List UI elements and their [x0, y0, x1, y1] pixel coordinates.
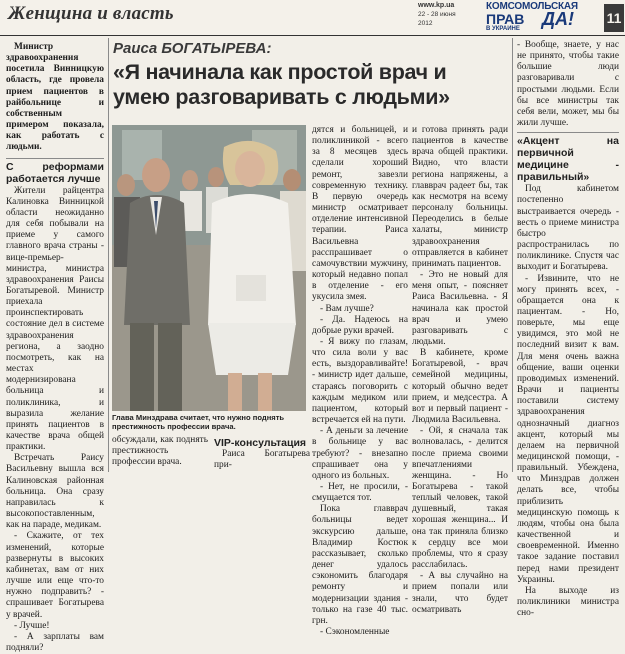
paragraph: Жители райцентра Калиновка Винницкой области неожиданно для себя побывали на приеме у самого главного врача страны - вице-премьер-министра, министра здравоохранения Раисы Богатыревой. Министр приехала проинспектировать состояние дел в системе здравоохранения региона, а заодно посмотреть, как на местах модернизирована больница и поликлиника, и выразила желание принять пациентов в качестве врача общей практики. — [6, 185, 104, 453]
paragraph: - Ой, я сначала так волновалась, - делится после приема своими впечатлениями женщина. - Но Богатырева - такой теплый человек, такой душевный, такая хорошая женщина... И она так приняла близко к сердцу все мои проблемы, что я сразу расслабилась. — [412, 426, 508, 571]
article-photo — [112, 125, 306, 411]
column-2-tail — [112, 435, 208, 471]
paragraph: Встречать Раису Васильевну вышла вся Калиновская районная больница. Она сразу направилась к высокопоставленным, как на параде, медикам. — [6, 453, 104, 531]
brand-da: ДА! — [542, 9, 574, 29]
paragraph: - Это не новый для меня опыт, - поясняет Раиса Васильевна. - Я начинала как простой врач и умею разговаривать с людьми. — [412, 270, 508, 347]
section-rubric: Женщина и власть — [8, 3, 174, 24]
paragraph: - Извините, что не могу принять всех, - обращается она к пациентам. - Но, поверьте, мы еще увидимся, это мой не последний визит к вам. Для меня очень важна общение, ваши оценки проводимых изменений. Врачи и пациенты поставили систему здравоохранения однозначный диагноз акцент, который мы делаем на первичной медицинской помощи, - правильный. Убеждена, что Минздрав должен делать все, чтобы приблизить медицинскую помощь к людям, чтобы она была качественной и своевременной. Именно такое задание поставил перед нами президент Украины. — [517, 273, 619, 585]
paragraph: - Лучше! — [14, 620, 50, 631]
paragraph: - Нет, не просили, - смущается тот. — [312, 482, 408, 504]
subhead-vip: VIP-консультация — [214, 437, 307, 449]
article-lead: Министр здравоохранения посетила Винницкую область, где провела прием пациентов в райбольнице и собственным примером показала, как работать с людьми. — [6, 42, 104, 153]
paragraph: - А деньги за лечение в больнице у вас требуют? - внезапно спрашивает она у одного из больных. — [312, 426, 408, 481]
paragraph: На выходе из поликлиники министра сно- — [517, 585, 619, 619]
column-5 — [517, 40, 619, 619]
divider — [6, 158, 104, 159]
column-rule — [512, 38, 513, 472]
page-number: 11 — [604, 4, 624, 32]
issue-year: 2012 — [418, 20, 433, 27]
divider — [517, 132, 619, 133]
paragraph: - Сэкономленные — [320, 627, 390, 638]
subhead-reforms: С реформами работается лучше — [6, 160, 104, 185]
paragraph: Пока главврач больницы ведет экскурсию дальше, Владимир Костюк рассказывает, сколько денег удалось сэкономить благодаря ремонту и модернизации здания - только на газе 40 тыс. грн. — [312, 504, 408, 626]
column-4 — [412, 125, 508, 615]
paragraph: - А зарплаты вам подняли? — [6, 631, 104, 653]
paragraph: обсуждали, как поднять престижность профессии врача. — [112, 435, 208, 468]
photo-illustration — [112, 125, 306, 411]
paragraph: Раиса Богатырева при- — [214, 449, 310, 471]
paragraph: - Да. Надеюсь на добрые руки врачей. — [312, 314, 408, 336]
paragraph: дятся и больницей, и поликлиникой - всего за 8 месяцев здесь сделали хороший ремонт, завезли современную технику. В первую очередь министр осматривает отделение интенсивной терапии. Раиса Васильевна расспрашивает о самочувствии мужчину, который недавно попал в отделение - его укусила змея. — [312, 125, 408, 303]
paragraph: Под кабинетом постепенно выстраивается очередь - весть о приеме министра быстро распространилась по поликлинике. Спустя час выходит и Богатырева. — [517, 184, 619, 273]
masthead — [418, 0, 625, 36]
issue-date: 22 - 28 июня — [418, 11, 456, 18]
vip-block — [214, 437, 310, 471]
brand-main: ПРАВ — [486, 11, 525, 27]
paragraph: - Вам лучше? — [320, 303, 374, 314]
paragraph: В кабинете, кроме Богатыревой, - врач семейной медицины, который обычно ведет прием, и медсестра. А вот и первый пациент - Людмила Васильевна. — [412, 348, 508, 426]
article-headline: «Я начинала как простой врач и умею разговаривать с людьми» — [113, 60, 450, 109]
subhead-primary-care: «Акцент на первичной медицине - правильный» — [517, 135, 619, 184]
paragraph: - А вы случайно на прием попали или знали, что будет осматривать — [412, 571, 508, 615]
page-header — [0, 0, 625, 36]
column-3 — [312, 125, 408, 638]
paragraph: - Скажите, от тех изменений, которые развернуты в высоких кабинетах, вам от них лучше или еще что-то нужно подправить? - спрашивает Богатырева у врачей. — [6, 531, 104, 620]
paragraph: и готова принять ради пациентов в качестве врача общей практики. Видно, что власти региона напряжены, а главврач радеет бы, так как несмотря на всему персоналу больницы. Переоделись в белые халаты, министр здравоохранения отправляется в кабинет принимать пациентов. — [412, 125, 508, 269]
photo-caption: Глава Минздрава считает, что нужно поднять престижность профессии врача. — [112, 413, 285, 431]
column-1 — [6, 42, 104, 653]
article-kicker: Раиса БОГАТЫРЕВА: — [113, 40, 272, 57]
column-rule — [108, 38, 109, 472]
paragraph: - Я вижу по глазам, что сила воли у вас есть, выздоравливайте! - министр идет дальше, стараясь поговорить с каждым медиком или пациентом, который встречается ей на пути. — [312, 336, 408, 426]
brand-top: КОМСОМОЛЬСКАЯ — [486, 1, 578, 12]
site-url: www.kp.ua — [418, 2, 455, 9]
paragraph: - Вообще, знаете, у нас не принято, чтобы такие большие люди разговаривали с простыми людьми. Если бы все министры так себя вели, может, мы бы жили лучше. — [517, 40, 619, 129]
brand-sub: В УКРАИНЕ — [486, 26, 520, 32]
